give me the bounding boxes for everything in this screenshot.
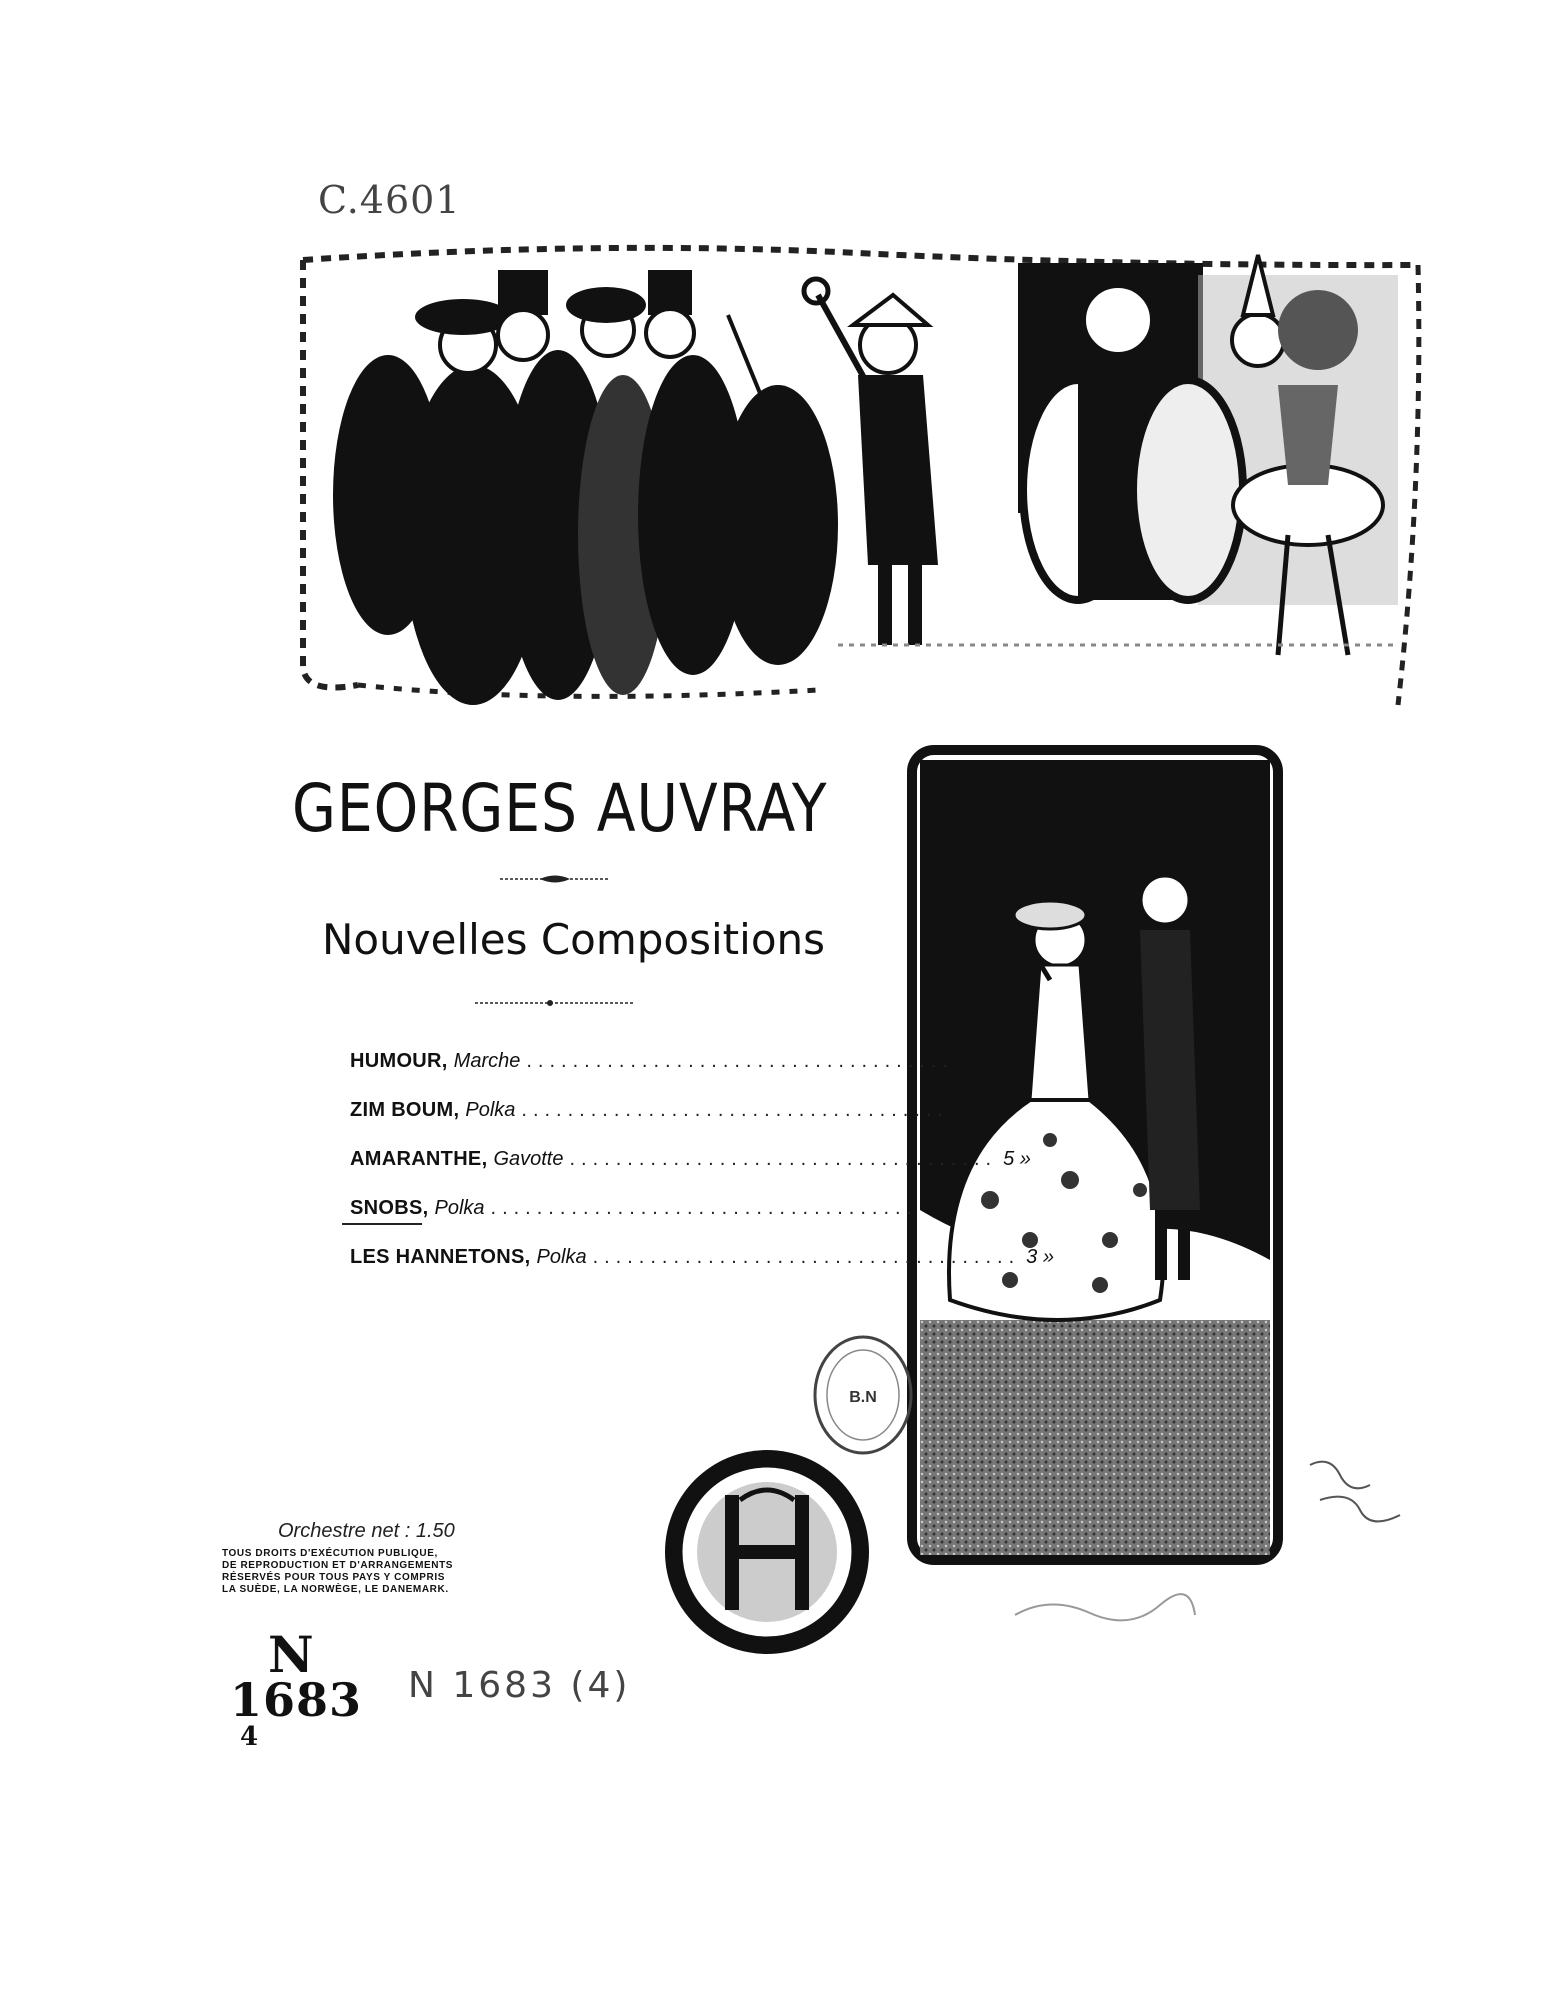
work-title: LES HANNETONS, <box>350 1246 531 1268</box>
dot-leader: ..................................... <box>490 1197 919 1219</box>
work-title: HUMOUR, <box>350 1050 448 1072</box>
work-item <box>350 1050 994 1099</box>
work-genre: Marche <box>453 1050 521 1072</box>
collection-subtitle: Nouvelles Compositions <box>322 915 826 964</box>
shelfmark-label: C.4601 <box>318 178 461 222</box>
rights-notice <box>222 1548 532 1596</box>
work-genre: Polka <box>434 1197 485 1219</box>
work-price: 3 » <box>1026 1246 1054 1268</box>
ornament-rule-top <box>500 872 610 886</box>
ornament-rule-bottom <box>475 996 635 1010</box>
dot-leader: ..................................... <box>521 1099 949 1121</box>
work-genre: Polka <box>536 1246 587 1268</box>
orchestra-price: Orchestre net : 1.50 <box>278 1520 455 1542</box>
call-number-sub: 4 <box>240 1722 263 1752</box>
work-price: 5 » <box>924 1197 952 1219</box>
work-item <box>350 1246 1054 1295</box>
work-title: SNOBS, <box>350 1197 429 1219</box>
procession-illustration <box>298 235 1423 745</box>
dot-leader: ..................................... <box>592 1246 1021 1268</box>
work-title: AMARANTHE, <box>350 1148 488 1170</box>
dot-leader: ..................................... <box>569 1148 998 1170</box>
works-list <box>350 1050 1054 1295</box>
work-price: 5 fr. <box>959 1050 994 1072</box>
artist-signature <box>1300 1445 1410 1535</box>
publisher-seal <box>660 1440 875 1665</box>
work-item <box>350 1148 1031 1197</box>
work-item <box>350 1099 983 1148</box>
rights-line: LA SUÈDE, LA NORWÈGE, LE DANEMARK. <box>222 1584 449 1595</box>
stamp-text: B.N <box>849 1389 877 1406</box>
call-number-letter: N <box>268 1625 314 1684</box>
handwritten-note: N 1683 (4) <box>408 1665 631 1706</box>
work-item <box>350 1197 952 1246</box>
rights-line: TOUS DROITS D'EXÉCUTION PUBLIQUE, <box>222 1548 438 1559</box>
composer-name: GEORGES AUVRAY <box>292 770 828 847</box>
work-genre: Gavotte <box>493 1148 564 1170</box>
dot-leader: ..................................... <box>526 1050 954 1072</box>
pencil-underline <box>342 1223 422 1225</box>
work-price: 5 » <box>1003 1148 1031 1170</box>
call-number: 1683 <box>230 1673 363 1727</box>
pencil-scribble <box>1010 1585 1200 1635</box>
work-genre: Polka <box>465 1099 516 1121</box>
work-title: ZIM BOUM, <box>350 1099 460 1121</box>
rights-line: RÉSERVÉS POUR TOUS PAYS Y COMPRIS <box>222 1572 446 1583</box>
work-price: 5 » <box>955 1099 983 1121</box>
rights-line: DE REPRODUCTION ET D'ARRANGEMENTS <box>222 1560 454 1571</box>
